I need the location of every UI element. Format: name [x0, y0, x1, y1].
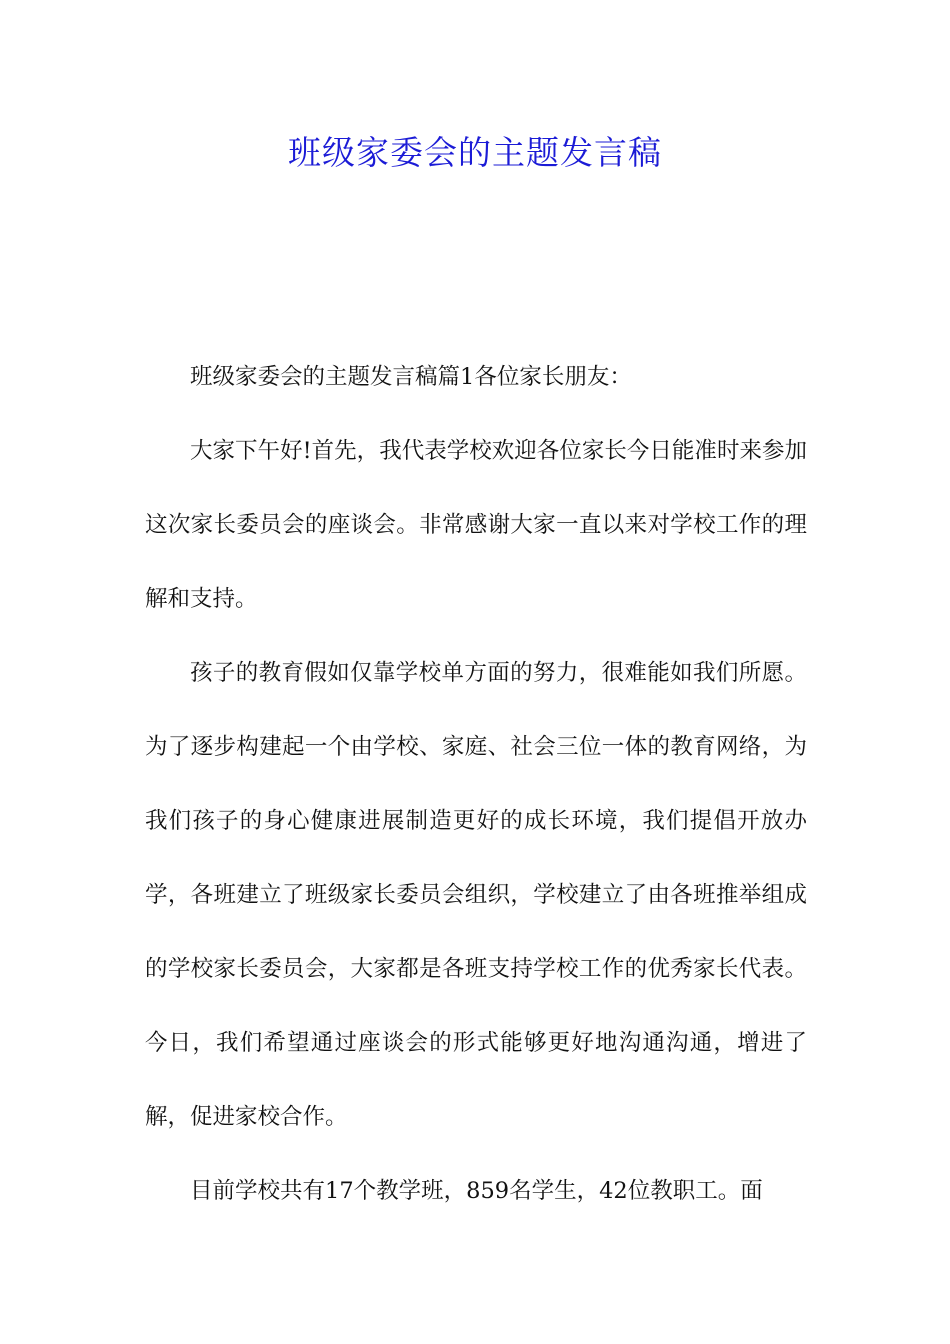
paragraph-cooperation: 孩子的教育假如仅靠学校单方面的努力，很难能如我们所愿。为了逐步构建起一个由学校、家庭、社会三位一体的教育网络，为我们孩子的身心健康进展制造更好的成长环境，我们提倡开放办学，各班建立了班级家长委员会组织，学校建立了由各班推举组成的学校家长委员会，大家都是各班支持学校工作的优秀家长代表。今日，我们希望通过座谈会的形式能够更好地沟通沟通，增进了解，促进家校合作。	[145, 660, 807, 1130]
paragraph-welcome: 大家下午好!首先，我代表学校欢迎各位家长今日能准时来参加这次家长委员会的座谈会。非常感谢大家一直以来对学校工作的理解和支持。	[145, 438, 807, 612]
document-title: 班级家委会的主题发言稿	[288, 133, 662, 172]
paragraph-school-stats: 目前学校共有17个教学班，859名学生，42位教职工。面	[190, 1178, 763, 1204]
document-body	[145, 340, 807, 1228]
paragraph-greeting: 班级家委会的主题发言稿篇1各位家长朋友：	[190, 364, 632, 390]
